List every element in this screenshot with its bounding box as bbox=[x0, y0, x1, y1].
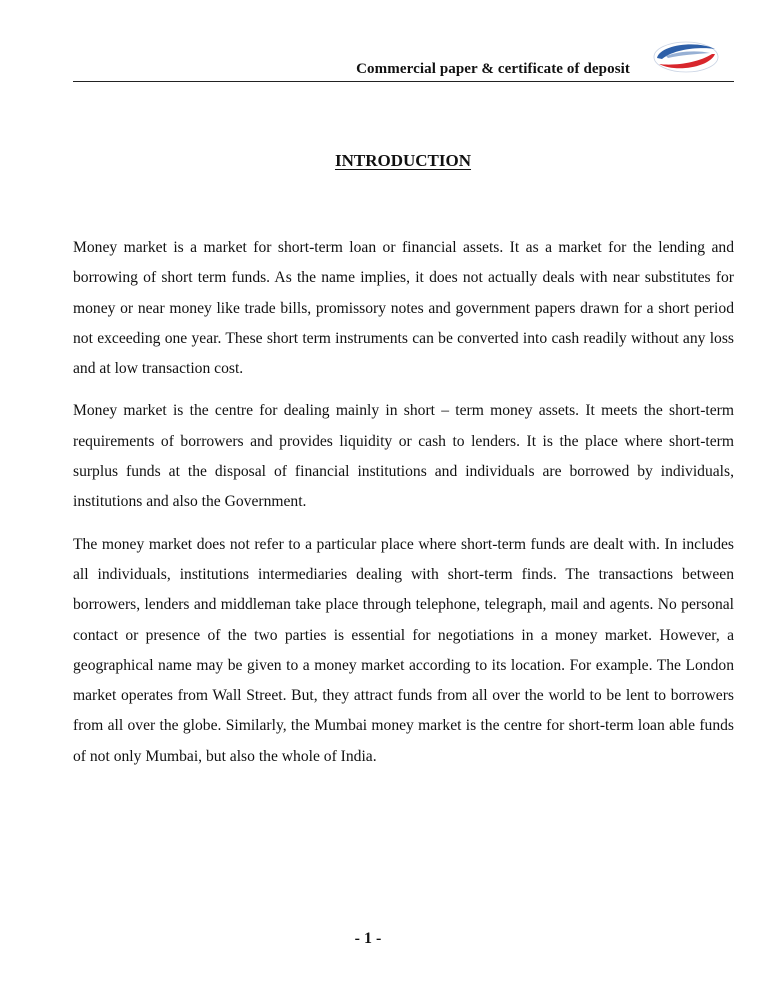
page-number: - 1 - bbox=[354, 930, 382, 947]
paragraph: Money market is the centre for dealing mainly in short – term money assets. It meets the short-term requirements of borrowers and provides liquidity or cash to lenders. It is the place where short-term surplus funds at the disposal of financial institutions and individuals are borrowed by individuals, institutions and also the Government. bbox=[73, 402, 734, 511]
paragraph: The money market does not refer to a particular place where short-term funds are dealt with. In includes all individuals, institutions intermediaries dealing with short-term finds. The transactions between borrowers, lenders and middleman take place through telephone, telegraph, mail and agents. No personal contact or presence of the two parties is essential for negotiations in a money market. However, a geographical name may be given to a money market according to its location. For example. The London market operates from Wall Street. But, they attract funds from all over the world to be lent to borrowers from all over the globe. Similarly, the Mumbai money market is the centre for short-term loan able funds of not only Mumbai, but also the whole of India. bbox=[73, 535, 734, 765]
body-text bbox=[73, 233, 734, 784]
section-title: INTRODUCTION bbox=[334, 151, 472, 170]
running-header-title: Commercial paper & certificate of deposit bbox=[356, 61, 630, 77]
header-divider bbox=[73, 81, 734, 82]
logo-icon bbox=[652, 39, 720, 75]
paragraph: Money market is a market for short-term loan or financial assets. It as a market for the lending and borrowing of short term funds. As the name implies, it does not actually deals with near substitutes for money or near money like trade bills, promissory notes and government papers drawn for a short period not exceeding one year. These short term instruments can be converted into cash readily without any loss and at low transaction cost. bbox=[73, 239, 734, 378]
